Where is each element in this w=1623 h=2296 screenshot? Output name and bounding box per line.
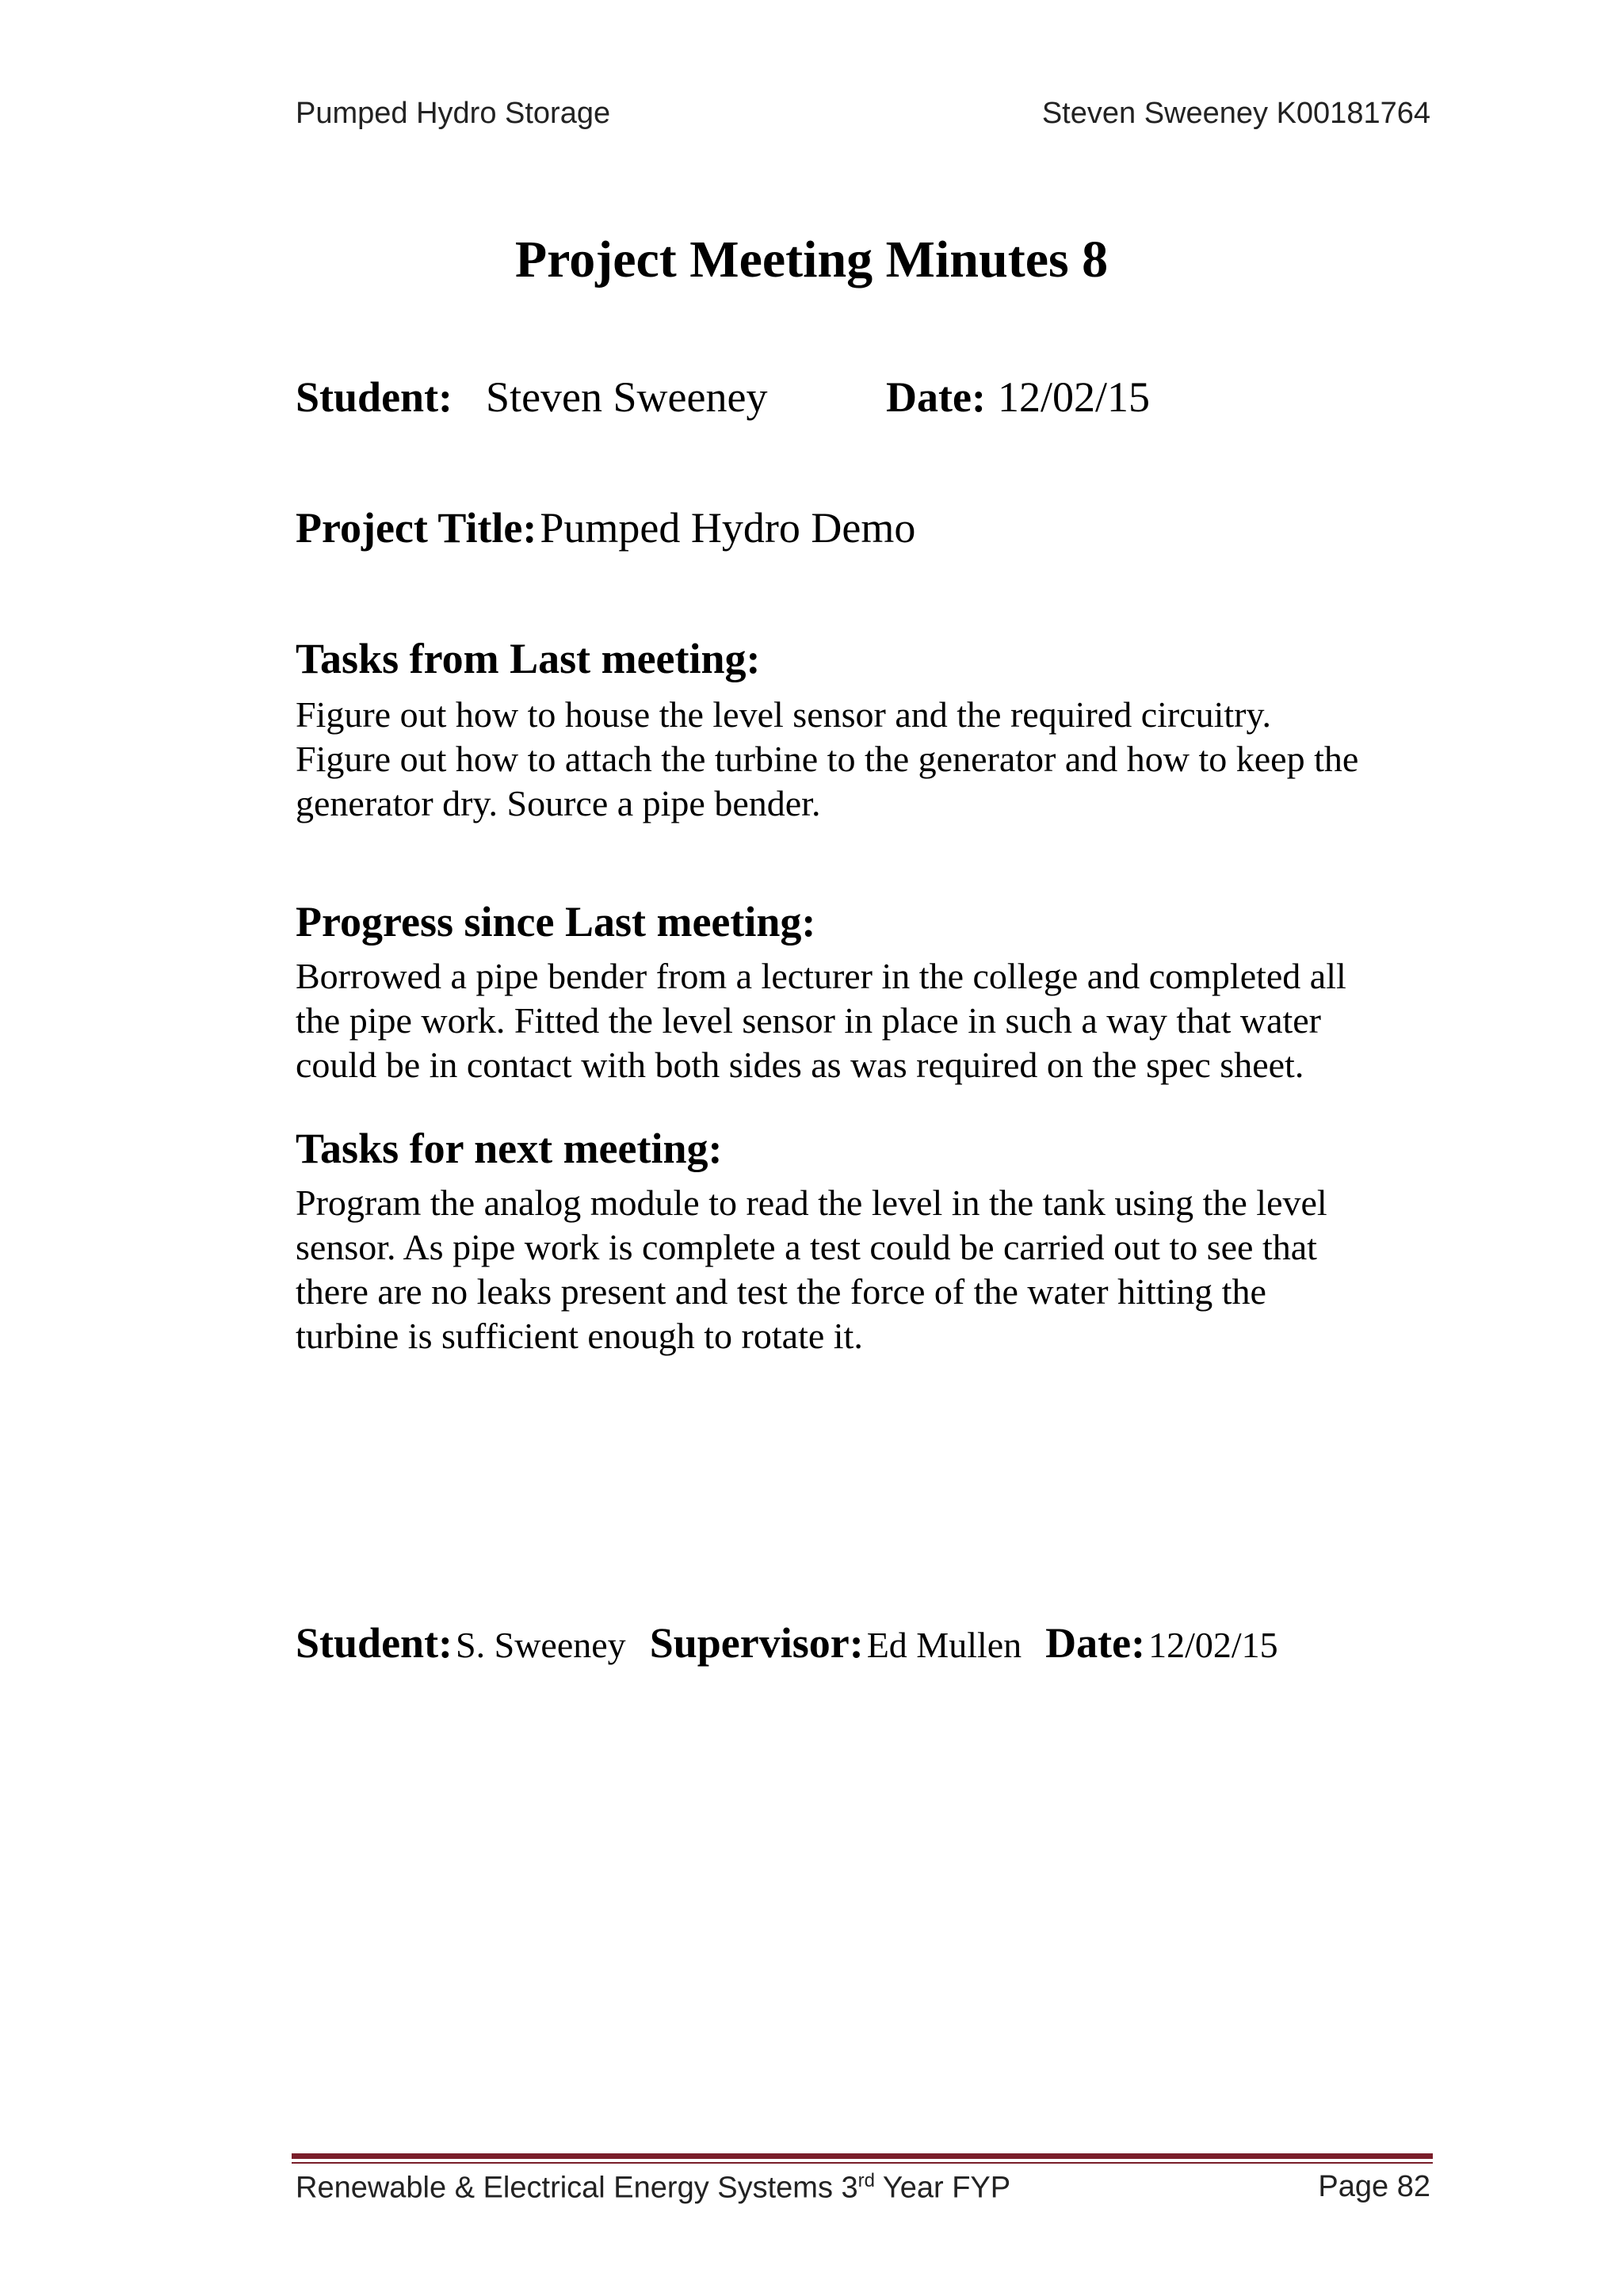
page-footer [296, 2170, 1430, 2210]
header-document-title: Pumped Hydro Storage [296, 97, 611, 130]
footer-rule [292, 2153, 1433, 2159]
page-number: Page 82 [1318, 2170, 1430, 2203]
signoff-student-label: Student: [296, 1619, 453, 1667]
student-value: Steven Sweeney [486, 373, 768, 421]
date-value: 12/02/15 [998, 373, 1151, 421]
project-title-label: Project Title: [296, 504, 537, 552]
section-body-tasks-from-last: Figure out how to house the level sensor and the required circuitry. Figure out how to attach the turbine to the generator and how to keep the generator dry. Source a pipe bender. [296, 694, 1359, 823]
student-label: Student: [296, 373, 453, 421]
signoff-row [296, 1618, 1278, 1668]
page-title: Project Meeting Minutes 8 [514, 231, 1109, 288]
signoff-supervisor-value: Ed Mullen [866, 1625, 1022, 1665]
header-author-id: Steven Sweeney K00181764 [1041, 97, 1430, 130]
signoff-supervisor-label: Supervisor: [649, 1619, 864, 1667]
signoff-date-label: Date: [1045, 1619, 1146, 1667]
footer-course [296, 2170, 1010, 2206]
footer-course-text: Renewable & Electrical Energy Systems 3 [296, 2171, 858, 2205]
section-body-tasks-next: Program the analog module to read the level in the tank using the level sensor. As pipe work is complete a test could be carried out to see that there are no leaks present and test the force of the water hitting the turbine is sufficient enough to rotate it. [296, 1182, 1327, 1356]
section-heading-tasks-from-last: Tasks from Last meeting: [296, 635, 761, 682]
footer-course-sup: rd [857, 2170, 875, 2191]
project-title-row [296, 503, 915, 552]
footer-rule-thin [292, 2162, 1433, 2164]
footer-course-text-end: Year FYP [875, 2171, 1011, 2205]
signoff-student-value: S. Sweeney [456, 1625, 626, 1665]
section-heading-progress: Progress since Last meeting: [296, 898, 816, 946]
student-date-row [296, 372, 1151, 422]
project-title-value: Pumped Hydro Demo [540, 504, 916, 552]
date-label: Date: [886, 373, 986, 421]
section-body-progress: Borrowed a pipe bender from a lecturer in the college and completed all the pipe work. Fitted the level sensor in place in such a way that water could be in contact with both sides as was required on the spec sheet. [296, 956, 1346, 1085]
signoff-date-value: 12/02/15 [1148, 1625, 1278, 1665]
page-header [296, 97, 1430, 136]
section-heading-tasks-next: Tasks for next meeting: [296, 1125, 723, 1172]
